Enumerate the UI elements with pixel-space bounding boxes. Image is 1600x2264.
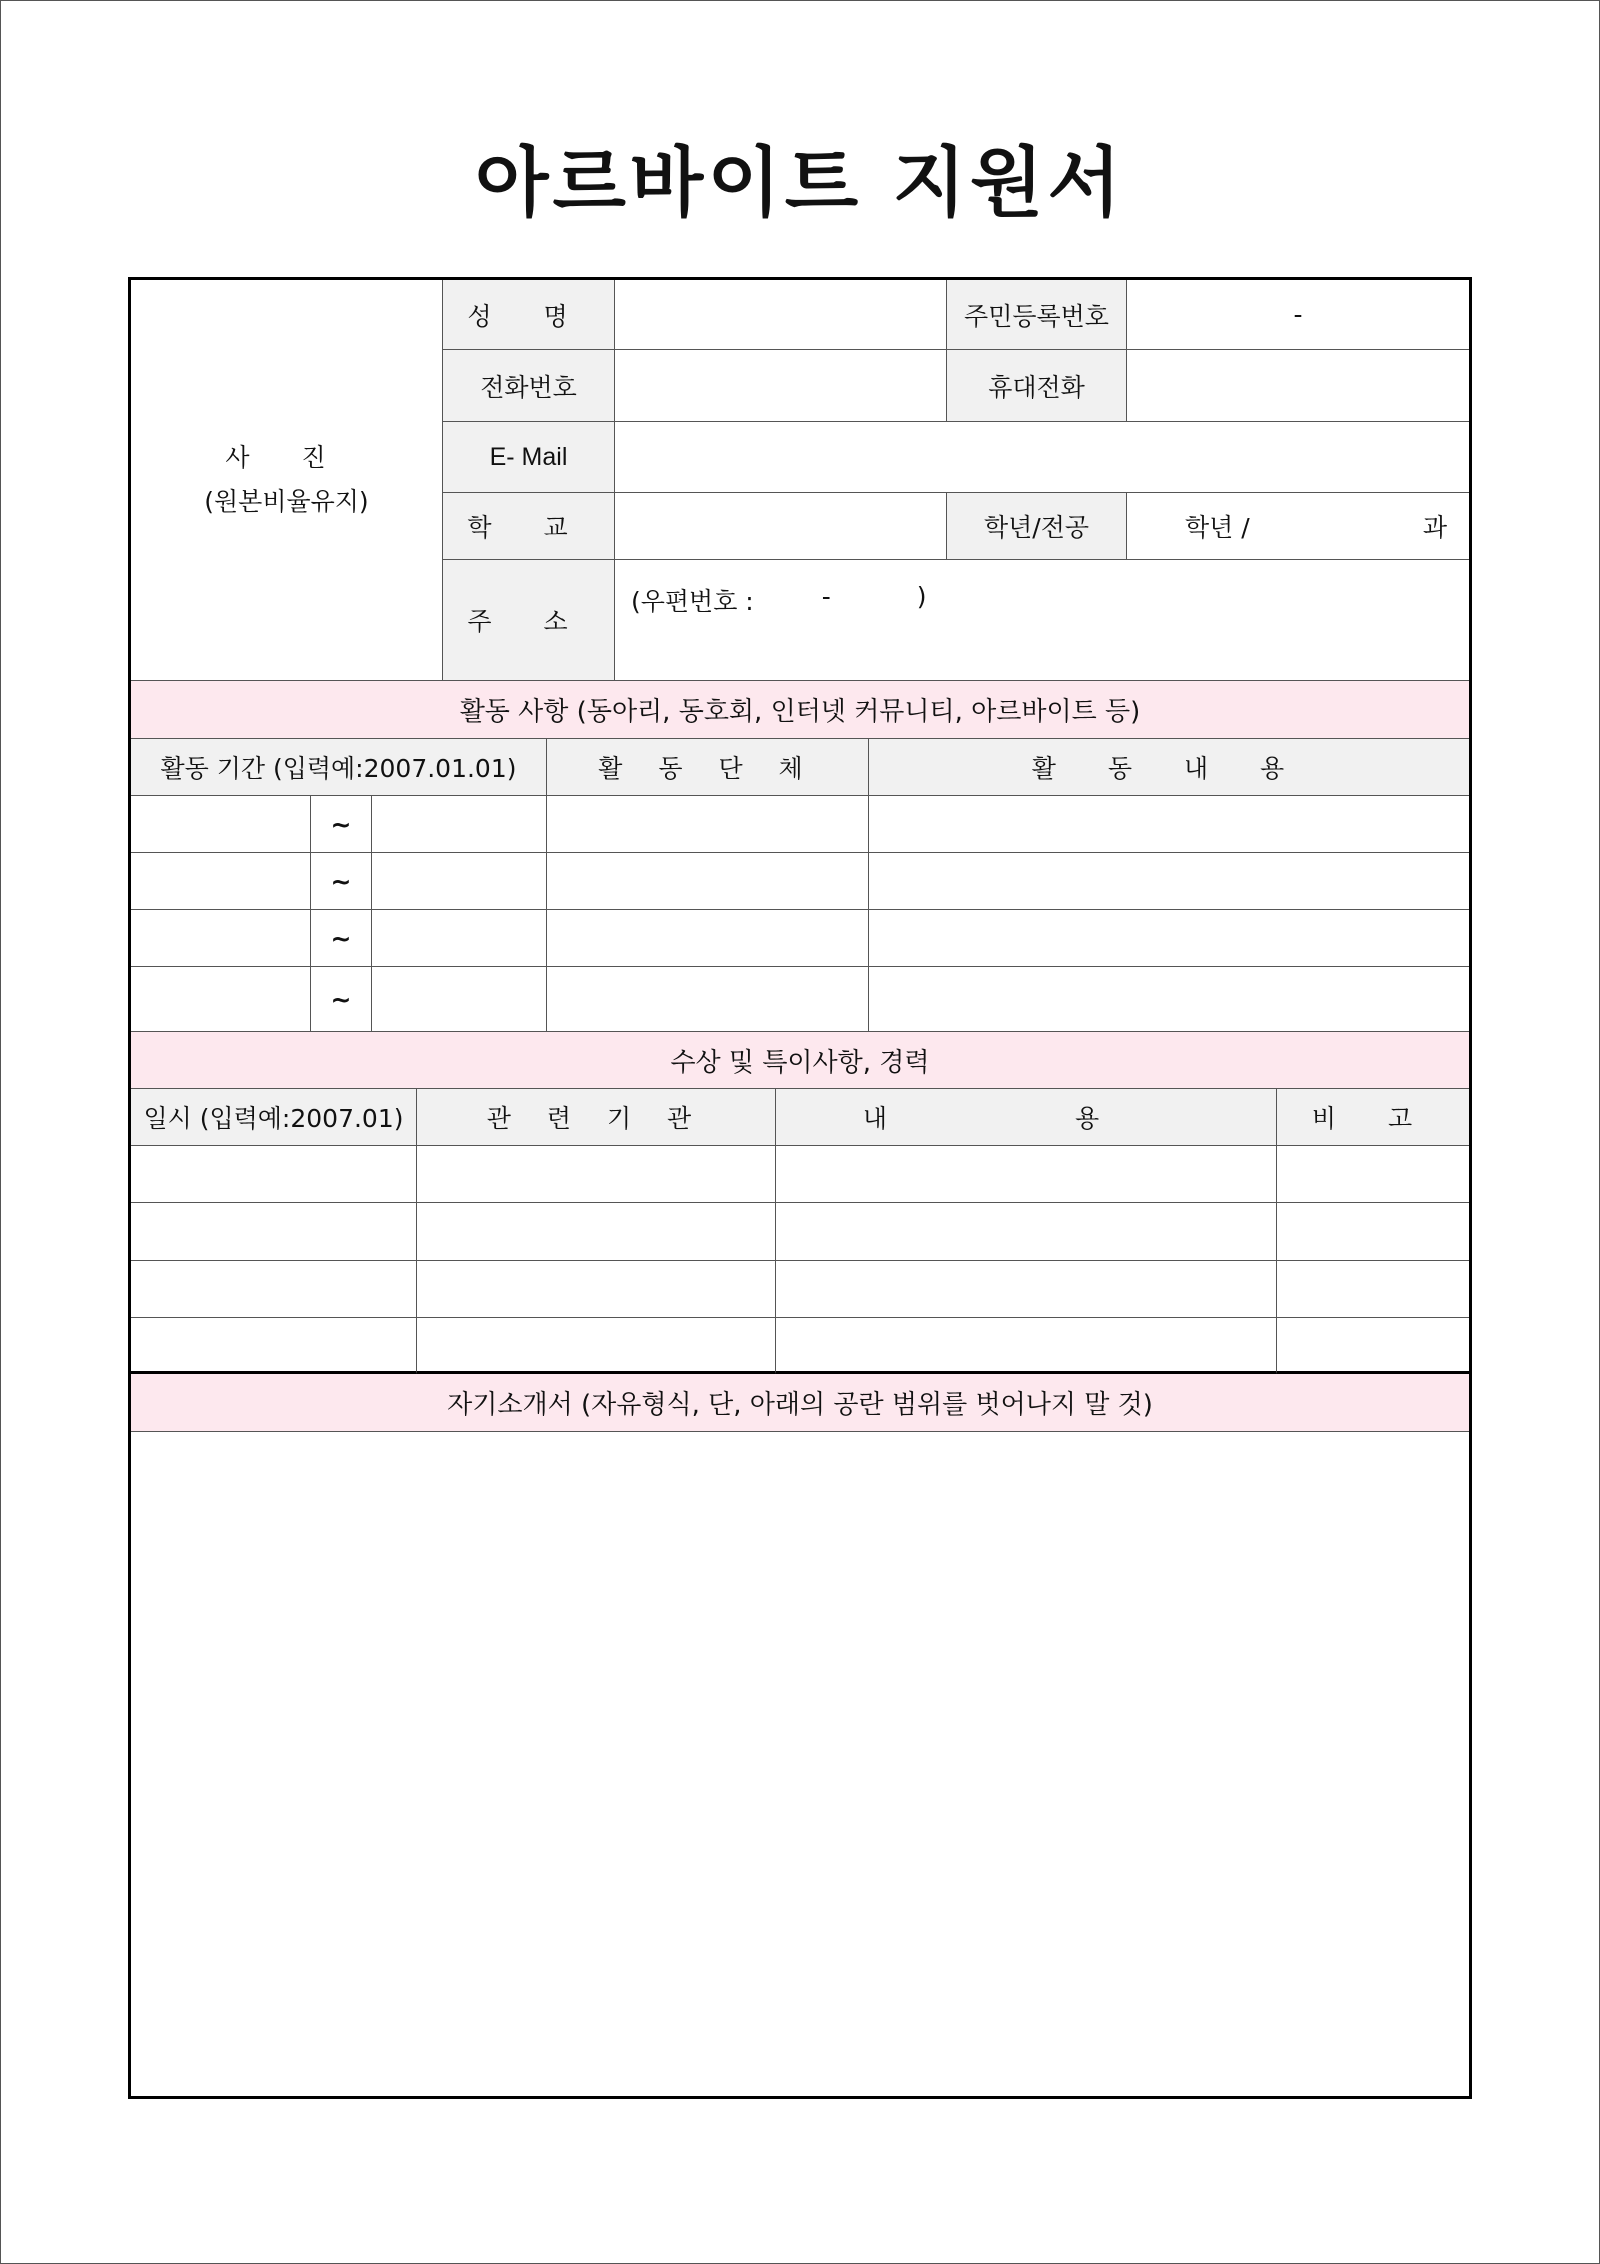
activities-section-title: 활동 사항 (동아리, 동호회, 인터넷 커뮤니티, 아르바이트 등) [131, 681, 1469, 739]
activity-end[interactable] [372, 853, 547, 910]
activity-content[interactable] [869, 910, 1469, 967]
grade-major-field[interactable] [1127, 493, 1469, 560]
rrn-field[interactable] [1127, 280, 1469, 350]
postcode-dash: - [821, 582, 831, 611]
award-date[interactable] [131, 1318, 417, 1374]
activity-start[interactable] [131, 967, 311, 1032]
award-org[interactable] [417, 1203, 776, 1261]
grade-major-label: 학년/전공 [947, 493, 1127, 560]
award-note[interactable] [1277, 1203, 1469, 1261]
activity-tilde: ~ [311, 796, 372, 853]
postcode-close: ) [916, 582, 927, 611]
activity-content[interactable] [869, 796, 1469, 853]
activity-org[interactable] [547, 967, 869, 1032]
award-note[interactable] [1277, 1318, 1469, 1374]
email-field[interactable] [615, 422, 1469, 493]
activities-col-period: 활동 기간 (입력예:2007.01.01) [131, 739, 547, 796]
activity-org[interactable] [547, 796, 869, 853]
postcode-text: (우편번호 : [631, 587, 754, 616]
activity-tilde: ~ [311, 853, 372, 910]
activity-tilde: ~ [311, 910, 372, 967]
activity-org[interactable] [547, 910, 869, 967]
application-form [128, 277, 1472, 2099]
award-content[interactable] [776, 1203, 1277, 1261]
activity-content[interactable] [869, 967, 1469, 1032]
school-field[interactable] [615, 493, 947, 560]
activity-end[interactable] [372, 910, 547, 967]
awards-col-date: 일시 (입력예:2007.01) [131, 1089, 417, 1146]
intro-text-area[interactable] [131, 1432, 1469, 2096]
award-content[interactable] [776, 1146, 1277, 1203]
activities-col-content: 활 동 내 용 [869, 739, 1469, 796]
mobile-field[interactable] [1127, 350, 1469, 422]
awards-col-org: 관 련 기 관 [417, 1089, 776, 1146]
school-label: 학 교 [443, 493, 615, 560]
award-org[interactable] [417, 1318, 776, 1374]
intro-section-title: 자기소개서 (자유형식, 단, 아래의 공란 범위를 벗어나지 말 것) [131, 1374, 1469, 1432]
phone-field[interactable] [615, 350, 947, 422]
activity-end[interactable] [372, 967, 547, 1032]
activity-tilde: ~ [311, 967, 372, 1032]
dept-text: 과 [1422, 513, 1447, 542]
activity-content[interactable] [869, 853, 1469, 910]
award-org[interactable] [417, 1261, 776, 1318]
activity-start[interactable] [131, 796, 311, 853]
grade-text: 학년 / [1185, 513, 1250, 542]
awards-col-note: 비 고 [1277, 1089, 1469, 1146]
activities-col-org: 활 동 단 체 [547, 739, 869, 796]
activity-start[interactable] [131, 853, 311, 910]
photo-label: 사 진 [225, 443, 348, 472]
email-label: E- Mail [443, 422, 615, 493]
rrn-dash: - [1293, 300, 1303, 329]
address-field[interactable] [615, 560, 1469, 681]
award-date[interactable] [131, 1146, 417, 1203]
awards-section-title: 수상 및 특이사항, 경력 [131, 1032, 1469, 1089]
page-title: 아르바이트 지원서 [475, 138, 1125, 227]
award-content[interactable] [776, 1261, 1277, 1318]
mobile-label: 휴대전화 [947, 350, 1127, 422]
award-content[interactable] [776, 1318, 1277, 1374]
address-label: 주 소 [443, 560, 615, 681]
rrn-label: 주민등록번호 [947, 280, 1127, 350]
award-date[interactable] [131, 1261, 417, 1318]
activity-end[interactable] [372, 796, 547, 853]
awards-col-content: 내 용 [776, 1089, 1277, 1146]
award-org[interactable] [417, 1146, 776, 1203]
award-note[interactable] [1277, 1261, 1469, 1318]
award-note[interactable] [1277, 1146, 1469, 1203]
name-label: 성 명 [443, 280, 615, 350]
activity-org[interactable] [547, 853, 869, 910]
phone-label: 전화번호 [443, 350, 615, 422]
photo-note: (원본비율유지) [204, 487, 369, 516]
award-date[interactable] [131, 1203, 417, 1261]
name-field[interactable] [615, 280, 947, 350]
photo-box[interactable] [131, 280, 443, 681]
activity-start[interactable] [131, 910, 311, 967]
